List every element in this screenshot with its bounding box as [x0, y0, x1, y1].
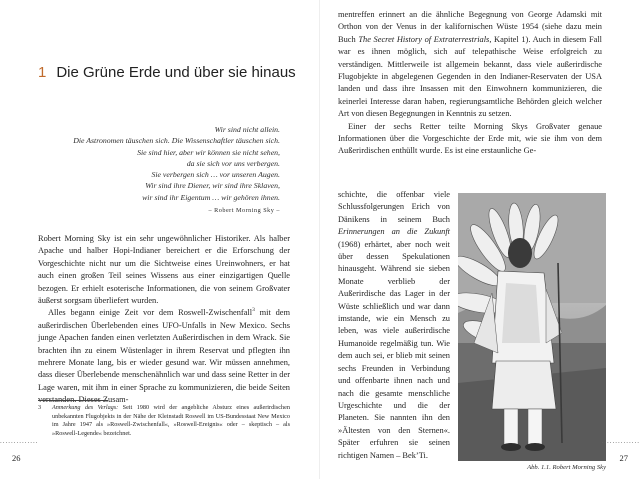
paragraph: [338, 9, 602, 121]
footnote-rule: [38, 400, 108, 401]
body-text-column: [338, 189, 450, 462]
epigraph-line: wir sind ihr Eigentum … wir gehören ihnen.: [142, 192, 280, 202]
paragraph-text: (1968) erhärtet, aber noch weit über dessen Spekulationen hinausgeht. Während sie sieben Monate verblieb der Außerirdische das Lager in der Wüste schließlich und war dann imstande, wie ein Mensch zu leben, was viele außerirdische Humanoide regelmäßig tun. Wie dem auch sei, er blieb mit seinen sechs Freunden in Verbindung und offenbarte ihnen nach und nach die gesamte menschliche Urgeschichte und die der Planeten. Sie nannten ihn den »Ältesten von den Sternen«. Später erfuhren sie seinen richtigen Namen – Bek’Ti.: [338, 239, 450, 460]
paragraph: Einer der sechs Retter teilte Morning Skys Großvater genaue Informationen über die Vorgeschichte der Erde mit, wie sie ihm von dem Außerirdischen enthüllt wurde. Es ist eine erstaunliche Ge-: [338, 121, 602, 156]
paragraph-text: schichte, die offenbar viele Schlussfolgerungen Erich von Dänikens in seinem Buch: [338, 190, 450, 224]
paragraph-text: mentreffen erinnert an die ähnliche Begegnung von George Adamski mit Orthon von der Venus in der kalifornischen Wüste 1954 (siehe dazu mein Buch: [338, 10, 602, 44]
footnote-number: 3: [38, 404, 42, 411]
epigraph-line: da sie sich vor uns verbergen.: [186, 158, 280, 168]
right-page: [320, 0, 640, 479]
book-title: The Secret History of Extraterrestrials: [358, 34, 490, 44]
body-text: [38, 233, 290, 407]
figure-caption: Abb. 1.1. Robert Morning Sky: [527, 464, 606, 471]
chapter-heading: [38, 64, 296, 81]
footnote-text: [52, 404, 290, 438]
page-number: 27: [619, 453, 628, 463]
epigraph: [73, 124, 280, 216]
photo-robert-morning-sky: [458, 193, 606, 461]
footnote-label: Anmerkung des Verlags:: [52, 404, 119, 411]
chapter-title: Die Grüne Erde und über sie hinaus: [56, 64, 296, 81]
epigraph-line: Die Astronomen täuschen sich. Die Wissenschaftler täuschen sich.: [73, 136, 280, 146]
paragraph: [38, 307, 290, 406]
epigraph-line: Wir sind nicht allein.: [214, 125, 280, 134]
paragraph-text: Alles begann einige Zeit vor dem Roswell-Zwischenfall: [48, 308, 253, 318]
epigraph-line: Sie sind hier, aber wir können sie nicht sehen,: [137, 147, 280, 157]
book-title: Erinnerungen an die Zukunft: [338, 227, 450, 237]
page-number: 26: [12, 453, 21, 463]
page-divider-dots: ..............: [0, 437, 39, 445]
page-divider-dots: ..............: [601, 437, 640, 445]
epigraph-line: Sie verbergen sich … vor unseren Augen.: [151, 170, 280, 180]
chapter-number: 1: [38, 64, 47, 81]
footnote: [38, 404, 290, 438]
paragraph: [338, 189, 450, 462]
body-text: [338, 9, 602, 158]
paragraph-text: mit dem außerirdischen Überlebenden eines UFO-Unfalls in New Mexico. Sechs junge Apachen fanden einen verletzten Außerirdischen in dem Wrack. Sie brachten ihn zu einem Wüstenlager in ihrem Reservat und pflegten ihn mehrere Monate lang, bis er wieder gesund war. Wir müssen annehmen, dass dieser Überlebende menschenähnlich war und dass seine Retter in der Lage waren, mit ihm in einer Sprache zu kommunizieren, die beide Seiten verstanden. Dieses Zusam-: [38, 308, 291, 405]
paragraph-text: , Kapitel 1). Auch in diesem Fall war es ihnen möglich, sich auf telepathische Weise erfolgreich zu verständigen. Mittlerweile ist allgemein bekannt, dass viele außerirdische Flugobjekte in abgelegenen Gegenden in den Indianer-Reservaten der USA landen und dass ihre Insassen mit den Einwohnern kommunizieren, die keinerlei Interesse daran haben, regierungsamtliche Behörden gleich welcher Art von diesen Begegnungen in Kenntnis zu setzen.: [338, 34, 602, 119]
footnote-reference[interactable]: 3: [252, 307, 255, 314]
footnote-body: Seit 1980 wird der angebliche Absturz eines außerirdischen unbekannten Flugobjekts in der Nähe der Kleinstadt Roswell im US-Bundesstaat New Mexico im Jahre 1947 als »Roswell-Zwischenfall«, »Roswell-Ereignis« oder – skeptisch – als »Roswell-Legende« bezeichnet.: [52, 404, 290, 437]
paragraph: Robert Morning Sky ist ein sehr ungewöhnlicher Historiker. Als halber Apache und halber Hopi-Indianer bereichert er die Erforschung der Vorgeschichte nicht nur um die Sichtweise eines Ureinwohners, er hat auch einen großen Teil seines Wissens aus einer einzigartigen Quelle bezogen. Er erhielt esoterische Informationen, die von seinem Großvater äußerst sorgsam überliefert wurden.: [38, 234, 290, 306]
epigraph-author: – Robert Morning Sky –: [208, 207, 280, 215]
epigraph-line: Wir sind ihre Diener, wir sind ihre Sklaven,: [145, 181, 280, 191]
portrait-illustration: [458, 193, 606, 461]
